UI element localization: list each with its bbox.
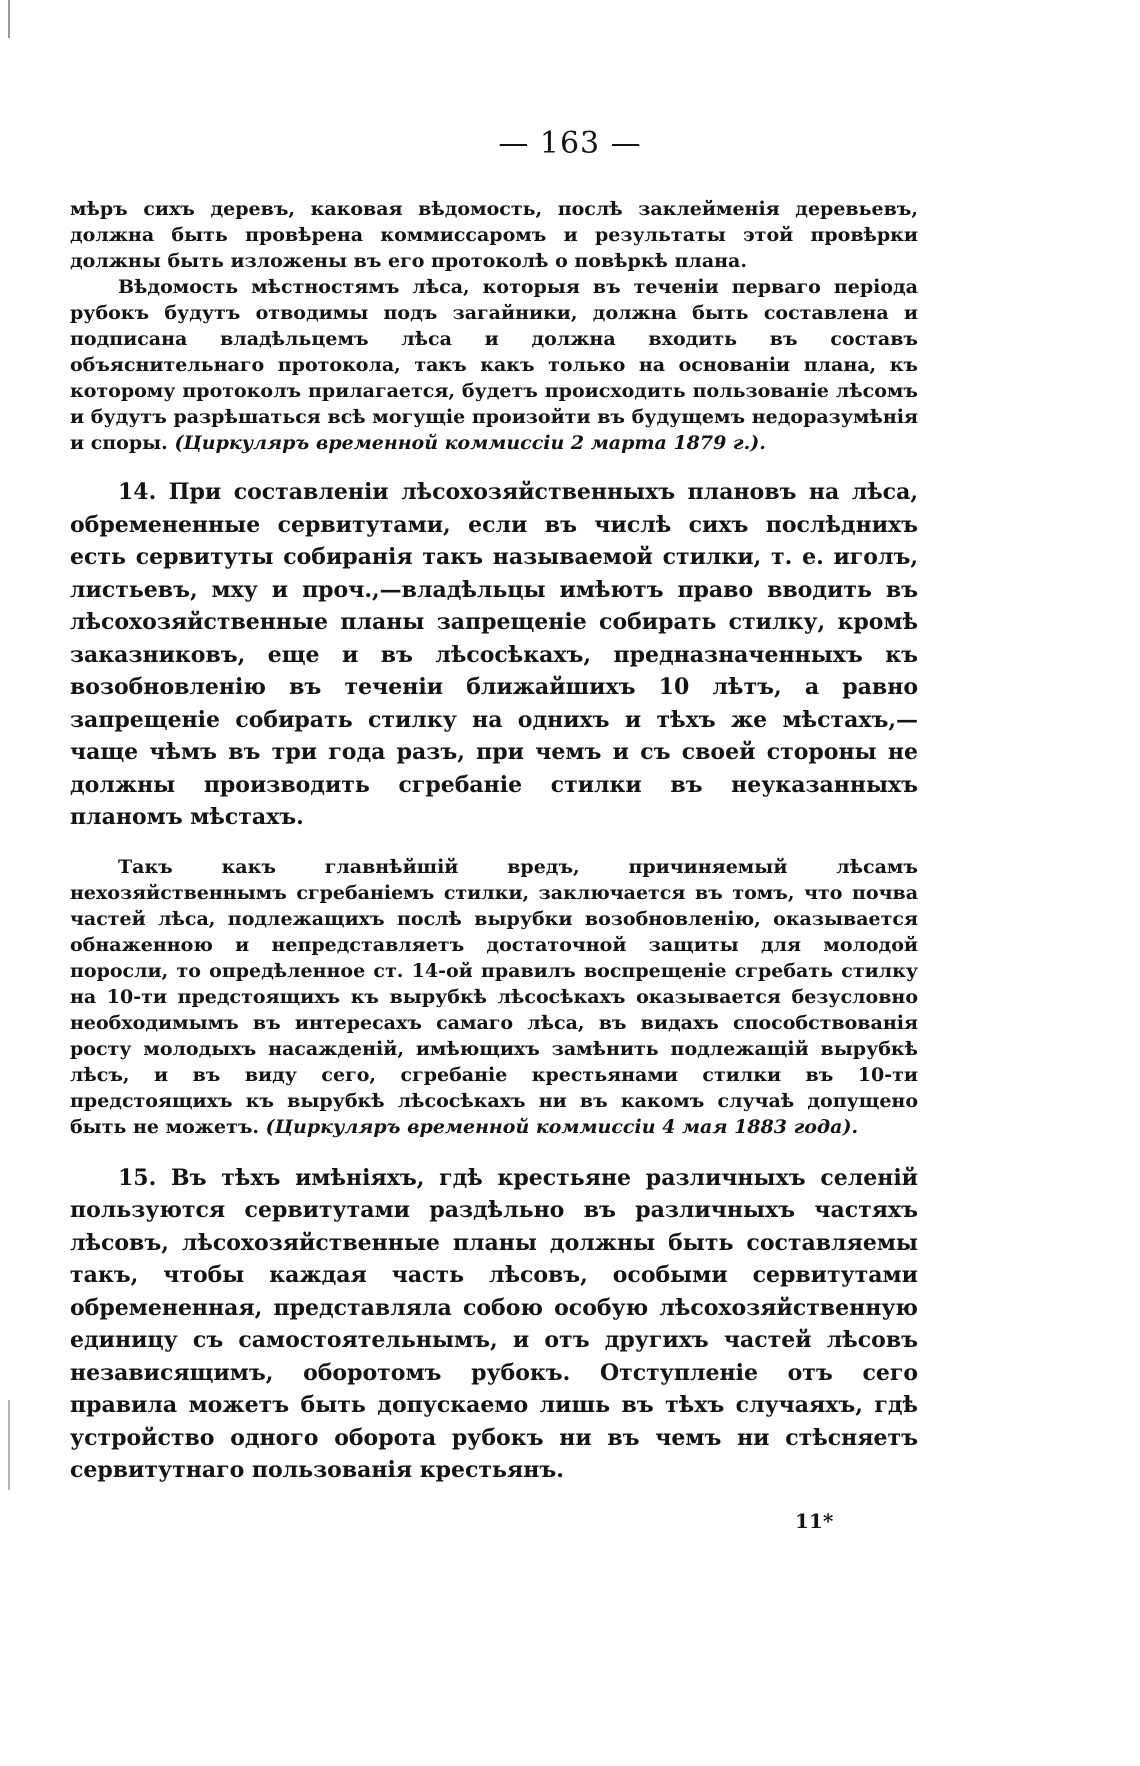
circular-citation: (Циркуляръ временной коммиссіи 2 марта 1879 г.). xyxy=(174,432,766,454)
circular-citation: (Циркуляръ временной коммиссіи 4 мая 1883 года). xyxy=(265,1115,859,1138)
scan-edge-mark xyxy=(8,0,10,38)
paragraph-vedomost xyxy=(70,274,918,456)
paragraph-continuation xyxy=(70,196,918,274)
paragraph-text: 15. Въ тѣхъ имѣніяхъ, гдѣ крестьяне различныхъ селеній пользуются сервитутами раздѣльно въ различныхъ частяхъ лѣсовъ, лѣсохозяйственные планы должны быть составляемы такъ, чтобы каждая часть лѣсовъ, особыми сервитутами обремененная, представляла собою особую лѣсохозяйственную единицу съ самостоятельнымъ, и отъ другихъ частей лѣсовъ независящимъ, оборотомъ рубокъ. Отступленіе отъ сего правила можетъ быть допускаемо лишь въ тѣхъ случаяхъ, гдѣ устройство одного оборота рубокъ ни въ чемъ ни стѣсняетъ сервитутнаго пользованія крестьянъ. xyxy=(70,1164,918,1483)
article-15 xyxy=(70,1162,918,1487)
paragraph-text: Вѣдомость мѣстностямъ лѣса, которыя въ теченіи перваго періода рубокъ будутъ отводимы подъ загайники, должна быть составлена и подписана владѣльцемъ лѣса и должна входить въ составъ объяснительнаго протокола, такъ какъ только на основаніи плана, къ которому протоколъ прилагается, будетъ происходить пользованіе лѣсомъ и будутъ разрѣшаться всѣ могущіе произойти въ будущемъ недоразумѣнія и споры. xyxy=(70,276,918,454)
paragraph-text: мѣръ сихъ деревъ, каковая вѣдомость, послѣ заклейменія деревьевъ, должна быть провѣрена коммиссаромъ и результаты этой провѣрки должны быть изложены въ его протоколѣ о повѣркѣ плана. xyxy=(70,198,918,272)
page-number: — 163 — xyxy=(498,126,642,161)
article-14 xyxy=(70,476,918,834)
paragraph-text: Такъ какъ главнѣйшій вредъ, причиняемый лѣсамъ нехозяйственнымъ сгребаніемъ стилки, заключается въ томъ, что почва частей лѣса, подлежащихъ послѣ вырубки возобновленію, оказывается обнаженною и непредставляетъ достаточной защиты для молодой поросли, то опредѣленное ст. 14-ой правилъ воспрещеніе сгребать стилку на 10-ти предстоящихъ къ вырубкѣ лѣсосѣкахъ оказывается безусловно необходимымъ въ интересахъ самаго лѣса, въ видахъ способствованія росту молодыхъ насажденій, имѣющихъ замѣнить подлежащій вырубкѣ лѣсъ, и въ виду сего, сгребаніе крестьянами стилки въ 10-ти предстоящихъ къ вырубкѣ лѣсосѣкахъ ни въ какомъ случаѣ допущено быть не можетъ. xyxy=(70,855,918,1138)
document-body xyxy=(70,196,918,1487)
paragraph-text: 14. При составленіи лѣсохозяйственныхъ плановъ на лѣса, обремененные сервитутами, если въ числѣ сихъ послѣднихъ есть сервитуты собиранія такъ называемой стилки, т. е. иголъ, листьевъ, мху и проч.,—владѣльцы имѣютъ право вводить въ лѣсохозяйственные планы запрещеніе собирать стилку, кромѣ заказниковъ, еще и въ лѣсосѣкахъ, предназначенныхъ къ возобновленію въ теченіи ближайшихъ 10 лѣтъ, а равно запрещеніе собирать стилку на однихъ и тѣхъ же мѣстахъ,—чаще чѣмъ въ три года разъ, при чемъ и съ своей стороны не должны производить сгребаніе стилки въ неуказанныхъ планомъ мѣстахъ. xyxy=(70,479,918,830)
paragraph-commentary xyxy=(70,854,918,1140)
scan-edge-mark xyxy=(8,1400,10,1490)
signature-mark: 11* xyxy=(795,1509,834,1533)
